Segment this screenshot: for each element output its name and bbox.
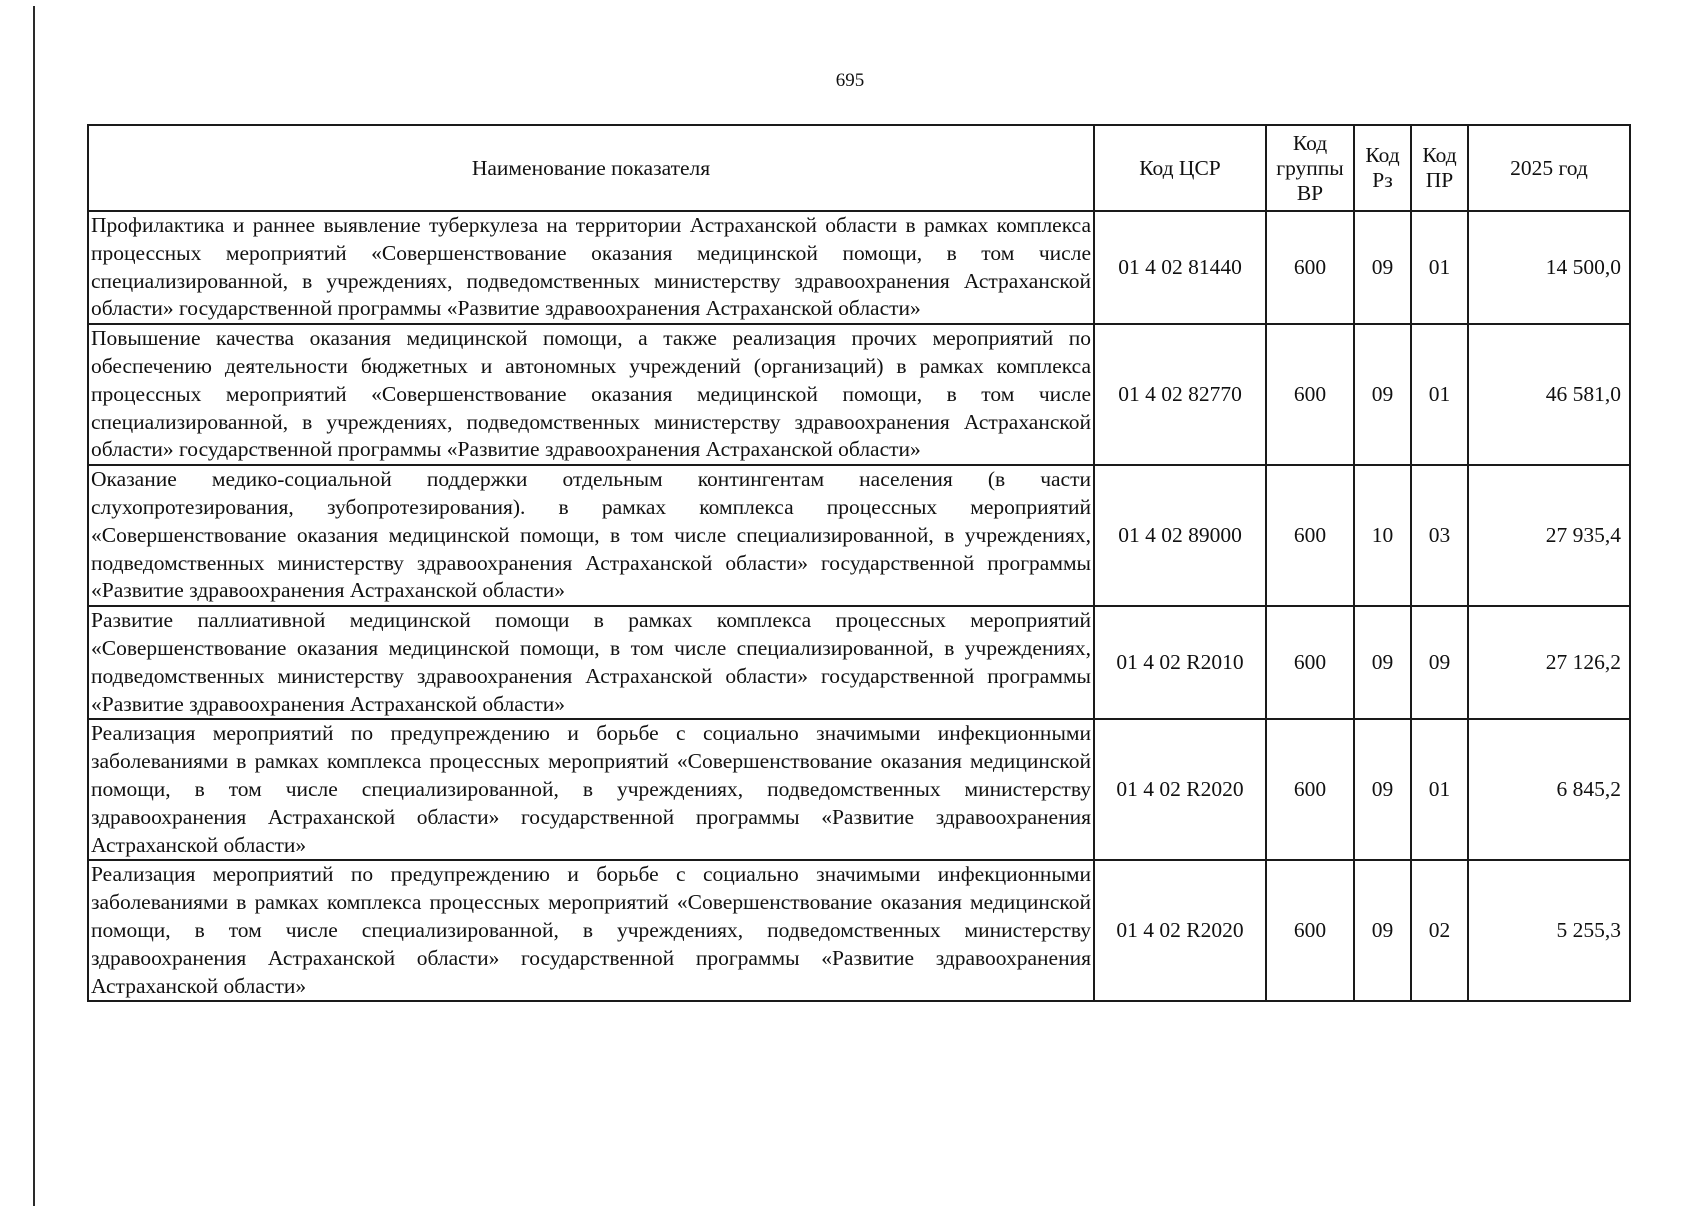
row-vr-code: 600: [1266, 465, 1354, 606]
row-amount: 27 935,4: [1468, 465, 1630, 606]
row-csr-code: 01 4 02 R2020: [1094, 860, 1266, 1001]
page-number: 695: [835, 70, 865, 91]
row-pr-code: 09: [1411, 606, 1468, 719]
row-rz-code: 09: [1354, 324, 1411, 465]
row-rz-code: 09: [1354, 860, 1411, 1001]
row-rz-code: 10: [1354, 465, 1411, 606]
row-vr-code: 600: [1266, 606, 1354, 719]
header-csr-code: Код ЦСР: [1094, 125, 1266, 211]
row-amount: 27 126,2: [1468, 606, 1630, 719]
row-name: Повышение качества оказания медицинской помощи, а также реализация прочих мероприятий по обеспечению деятельности бюджетных и автономных учреждений (организаций) в рамках комплекса процессных мероприятий «Совершенствование оказания медицинской помощи, в том числе специализированной, в учреждениях, подведомственных министерству здравоохранения Астраханской области» государственной программы «Развитие здравоохранения Астраханской области»: [88, 324, 1094, 465]
row-name: Реализация мероприятий по предупреждению и борьбе с социально значимыми инфекционными заболеваниями в рамках комплекса процессных мероприятий «Совершенствование оказания медицинской помощи, в том числе специализированной, в учреждениях, подведомственных министерству здравоохранения Астраханской области» государственной программы «Развитие здравоохранения Астраханской области»: [88, 860, 1094, 1001]
header-vr-code: Код группы ВР: [1266, 125, 1354, 211]
row-pr-code: 02: [1411, 860, 1468, 1001]
row-csr-code: 01 4 02 82770: [1094, 324, 1266, 465]
row-csr-code: 01 4 02 81440: [1094, 211, 1266, 324]
table-row: [88, 719, 1630, 860]
row-amount: 14 500,0: [1468, 211, 1630, 324]
row-vr-code: 600: [1266, 324, 1354, 465]
row-csr-code: 01 4 02 R2010: [1094, 606, 1266, 719]
row-vr-code: 600: [1266, 211, 1354, 324]
table-row: [88, 324, 1630, 465]
header-name: Наименование показателя: [88, 125, 1094, 211]
row-vr-code: 600: [1266, 719, 1354, 860]
table-header-row: [88, 125, 1630, 211]
header-year-2025: 2025 год: [1468, 125, 1630, 211]
header-rz-code: Код Рз: [1354, 125, 1411, 211]
row-amount: 5 255,3: [1468, 860, 1630, 1001]
row-pr-code: 01: [1411, 324, 1468, 465]
row-name: Развитие паллиативной медицинской помощи в рамках комплекса процессных мероприятий «Совершенствование оказания медицинской помощи, в том числе специализированной, в учреждениях, подведомственных министерству здравоохранения Астраханской области» государственной программы «Развитие здравоохранения Астраханской области»: [88, 606, 1094, 719]
row-vr-code: 600: [1266, 860, 1354, 1001]
row-amount: 46 581,0: [1468, 324, 1630, 465]
table-row: [88, 606, 1630, 719]
row-amount: 6 845,2: [1468, 719, 1630, 860]
row-rz-code: 09: [1354, 719, 1411, 860]
row-pr-code: 03: [1411, 465, 1468, 606]
row-rz-code: 09: [1354, 211, 1411, 324]
budget-table: [87, 124, 1631, 1002]
binding-margin-line: [33, 6, 35, 1206]
row-rz-code: 09: [1354, 606, 1411, 719]
row-name: Реализация мероприятий по предупреждению и борьбе с социально значимыми инфекционными заболеваниями в рамках комплекса процессных мероприятий «Совершенствование оказания медицинской помощи, в том числе специализированной, в учреждениях, подведомственных министерству здравоохранения Астраханской области» государственной программы «Развитие здравоохранения Астраханской области»: [88, 719, 1094, 860]
row-name: Оказание медико-социальной поддержки отдельным контингентам населения (в части слухопротезирования, зубопротезирования). в рамках комплекса процессных мероприятий «Совершенствование оказания медицинской помощи, в том числе специализированной, в учреждениях, подведомственных министерству здравоохранения Астраханской области» государственной программы «Развитие здравоохранения Астраханской области»: [88, 465, 1094, 606]
table-row: [88, 211, 1630, 324]
table-row: [88, 465, 1630, 606]
row-pr-code: 01: [1411, 211, 1468, 324]
row-csr-code: 01 4 02 89000: [1094, 465, 1266, 606]
row-pr-code: 01: [1411, 719, 1468, 860]
table-row: [88, 860, 1630, 1001]
header-pr-code: Код ПР: [1411, 125, 1468, 211]
row-csr-code: 01 4 02 R2020: [1094, 719, 1266, 860]
row-name: Профилактика и раннее выявление туберкулеза на территории Астраханской области в рамках комплекса процессных мероприятий «Совершенствование оказания медицинской помощи, в том числе специализированной, в учреждениях, подведомственных министерству здравоохранения Астраханской области» государственной программы «Развитие здравоохранения Астраханской области»: [88, 211, 1094, 324]
